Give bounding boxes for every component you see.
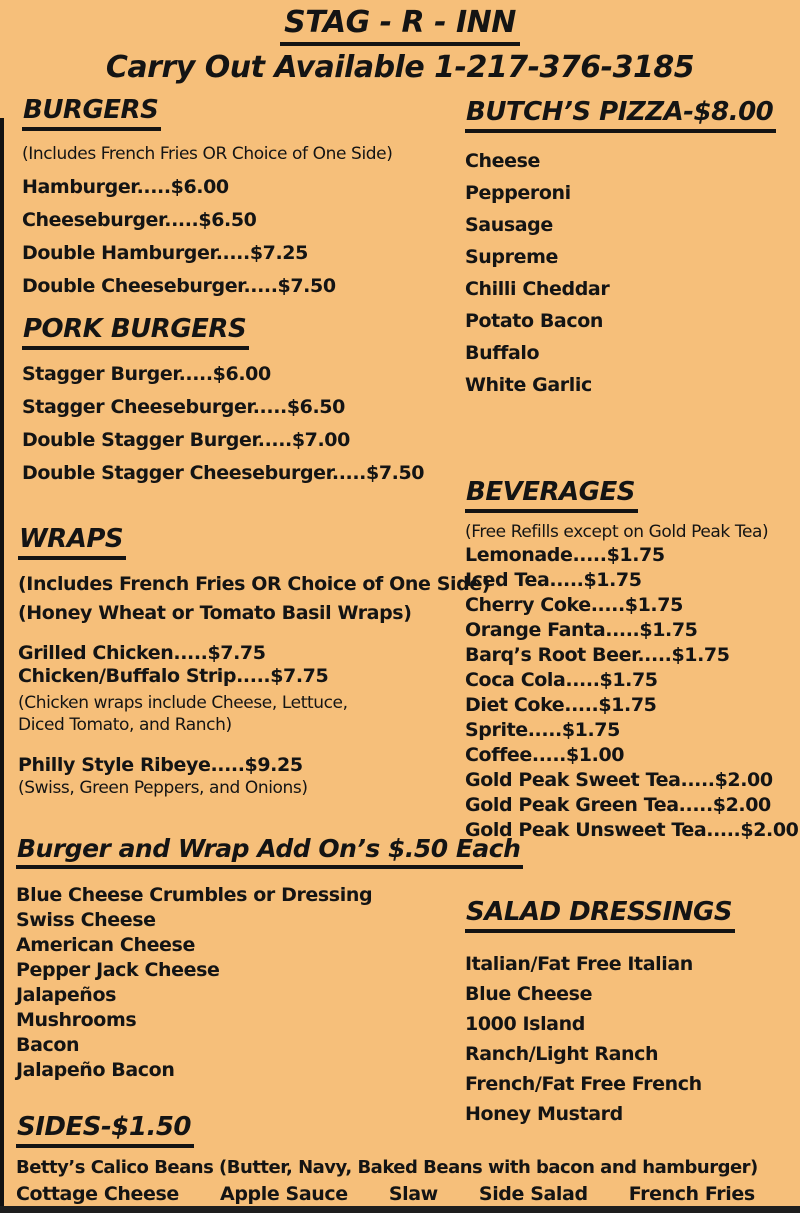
menu-item: Gold Peak Unsweet Tea.....$2.00	[465, 818, 799, 841]
menu-item: Supreme	[465, 245, 558, 268]
menu-item: Chilli Cheddar	[465, 277, 610, 300]
menu-item: French/Fat Free French	[465, 1072, 702, 1095]
menu-item: Orange Fanta.....$1.75	[465, 618, 698, 641]
menu-item: Philly Style Ribeye.....$9.25	[18, 753, 303, 776]
menu-item: Cheese	[465, 149, 541, 172]
menu-item: Italian/Fat Free Italian	[465, 952, 693, 975]
menu-item: Pepper Jack Cheese	[16, 958, 220, 981]
menu-item: Sprite.....$1.75	[465, 718, 620, 741]
section-title-beverages: BEVERAGES	[465, 478, 638, 513]
menu-item: Cottage Cheese	[16, 1182, 179, 1205]
menu-item: American Cheese	[16, 933, 195, 956]
section-note: (Swiss, Green Peppers, and Onions)	[18, 777, 308, 798]
menu-item: Diet Coke.....$1.75	[465, 693, 657, 716]
section-title-wraps: WRAPS	[18, 525, 126, 560]
section-beverages	[465, 478, 798, 843]
menu-item: Barq’s Root Beer.....$1.75	[465, 643, 730, 666]
menu-item: Jalapeño Bacon	[16, 1058, 175, 1081]
menu-item: 1000 Island	[465, 1012, 585, 1035]
section-title-sides: SIDES-$1.50	[16, 1113, 194, 1148]
menu-item: Blue Cheese Crumbles or Dressing	[16, 883, 373, 906]
menu-item: White Garlic	[465, 373, 592, 396]
menu-item: Jalapeños	[16, 983, 117, 1006]
menu-item: Side Salad	[478, 1182, 588, 1205]
menu-item: Coffee.....$1.00	[465, 743, 625, 766]
menu-item: Double Hamburger.....$7.25	[22, 241, 308, 264]
menu-item: Hamburger.....$6.00	[22, 175, 229, 198]
section-note: (Includes French Fries OR Choice of One Side)	[18, 572, 491, 595]
section-add-ons	[16, 835, 523, 1083]
menu-header	[0, 6, 800, 84]
scan-edge-left	[0, 118, 4, 1213]
menu-item: Betty’s Calico Beans (Butter, Navy, Baked Beans with bacon and hamburger)	[16, 1156, 758, 1178]
menu-item: Stagger Cheeseburger.....$6.50	[22, 395, 345, 418]
section-salad-dressings	[465, 898, 735, 1129]
menu-item: Gold Peak Green Tea.....$2.00	[465, 793, 771, 816]
menu-item: Lemonade.....$1.75	[465, 543, 665, 566]
menu-item: Swiss Cheese	[16, 908, 156, 931]
section-title-add-ons: Burger and Wrap Add On’s $.50 Each	[16, 835, 523, 869]
menu-item: Cherry Coke.....$1.75	[465, 593, 683, 616]
section-note: (Honey Wheat or Tomato Basil Wraps)	[18, 601, 412, 624]
scan-edge-bottom	[0, 1206, 800, 1213]
menu-item: Mushrooms	[16, 1008, 137, 1031]
menu-item: French Fries	[628, 1182, 755, 1205]
section-pizza	[465, 98, 776, 401]
sides-row	[16, 1183, 791, 1205]
menu-item: Blue Cheese	[465, 982, 593, 1005]
section-title-pizza: BUTCH’S PIZZA-$8.00	[465, 98, 776, 133]
section-note: (Includes French Fries OR Choice of One Side)	[22, 143, 393, 164]
section-note: (Chicken wraps include Cheese, Lettuce, Diced Tomato, and Ranch)	[18, 692, 348, 735]
menu-item: Double Cheeseburger.....$7.50	[22, 274, 336, 297]
menu-item: Apple Sauce	[220, 1182, 348, 1205]
menu-subtitle: Carry Out Available 1-217-376-3185	[105, 49, 695, 85]
section-wraps	[18, 525, 490, 799]
menu-item: Slaw	[388, 1182, 438, 1205]
menu-item: Coca Cola.....$1.75	[465, 668, 658, 691]
menu-item: Stagger Burger.....$6.00	[22, 362, 271, 385]
menu-item: Double Stagger Cheeseburger.....$7.50	[22, 461, 425, 484]
menu-title: STAG - R - INN	[280, 6, 520, 46]
menu-item: Bacon	[16, 1033, 80, 1056]
menu-item: Double Stagger Burger.....$7.00	[22, 428, 350, 451]
section-note: (Free Refills except on Gold Peak Tea)	[465, 521, 769, 542]
menu-item: Chicken/Buffalo Strip.....$7.75	[18, 664, 329, 687]
menu-item: Iced Tea.....$1.75	[465, 568, 642, 591]
menu-item: Potato Bacon	[465, 309, 603, 332]
menu-item: Grilled Chicken.....$7.75	[18, 641, 266, 664]
menu-item: Buffalo	[465, 341, 540, 364]
menu-item: Cheeseburger.....$6.50	[22, 208, 257, 231]
menu-item: Gold Peak Sweet Tea.....$2.00	[465, 768, 773, 791]
menu-item: Sausage	[465, 213, 553, 236]
menu-item: Honey Mustard	[465, 1102, 623, 1125]
menu-item: Ranch/Light Ranch	[465, 1042, 659, 1065]
section-burgers	[22, 96, 392, 303]
section-title-salad-dressings: SALAD DRESSINGS	[465, 898, 735, 933]
section-title-burgers: BURGERS	[22, 96, 161, 131]
section-pork-burgers	[22, 315, 424, 490]
section-title-pork-burgers: PORK BURGERS	[22, 315, 249, 350]
menu-item: Pepperoni	[465, 181, 571, 204]
